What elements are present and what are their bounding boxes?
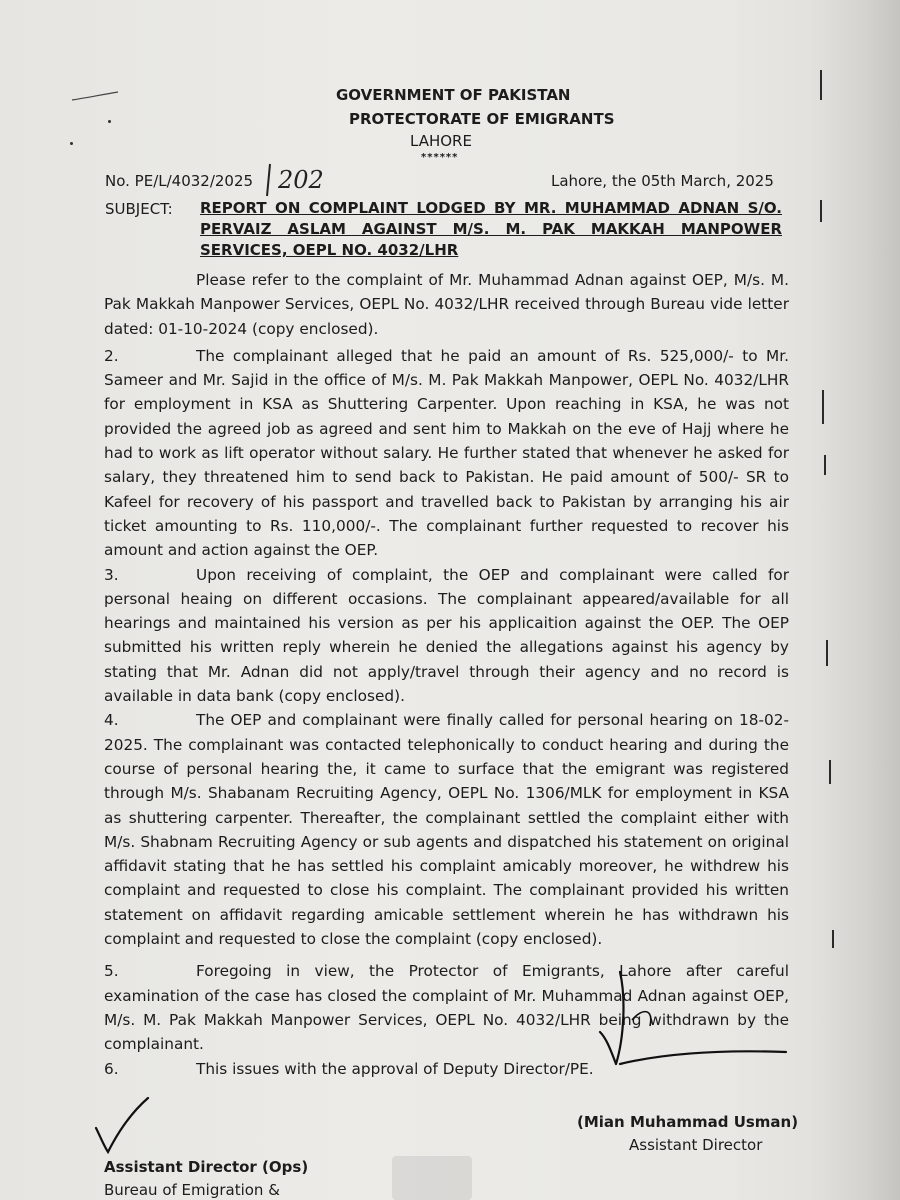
paragraph-3 [104,563,789,709]
scan-edge-shadow [810,0,900,1200]
city-heading: LAHORE [410,132,472,150]
scan-speck [108,120,111,123]
signatory-name: (Mian Muhammad Usman) [577,1113,799,1131]
paragraph-text: This issues with the approval of Deputy Director/PE. [196,1059,594,1078]
paragraph-text: The complainant alleged that he paid an amount of Rs. 525,000/- to Mr. Sameer and Mr. Sajid in the office of M/s. M. Pak Makkah Manpower, OEPL No. 4032/LHR for employment in KSA as Shuttering Carpenter. Upon reaching in KSA, he was not provided the agreed job as agreed and sent him to Makkah on the eve of Hajj where he had to work as lift operator without salary. He further stated that whenever he asked for salary, they threatened him to send back to Pakistan. He paid amount of 500/- SR to Kafeel for recovery of his passport and travelled back to Pakistan by arranging his air ticket amounting to Rs. 110,000/-. The complainant further requested to recover his amount and action against the OEP. [104,346,789,560]
paragraph-4 [104,708,789,951]
paragraph-number: 5. [104,962,119,981]
subject-text: REPORT ON COMPLAINT LODGED BY MR. MUHAMMAD ADNAN S/O. PERVAIZ ASLAM AGAINST M/S. M. PAK MAKKAH MANPOWER SERVICES, OEPL NO. 4032/LHR [200,199,782,259]
paragraph-text: Upon receiving of complaint, the OEP and complainant were called for personal heaing on different occasions. The complainant appeared/available for all hearings and maintained his version as per his applicaition against the OEP. The OEP submitted his written reply wherein he denied the allegations against his agency by stating that Mr. Adnan did not apply/travel through their agency and no record is available in data bank (copy enclosed). [104,565,789,706]
recipient-line-2: Bureau of Emigration & [104,1181,280,1199]
paragraph-number: 6. [104,1059,119,1078]
scan-artifact [826,640,828,666]
office-heading: PROTECTORATE OF EMIGRANTS [349,110,615,128]
svg-text:202: 202 [278,166,324,194]
letter-body [104,268,789,1081]
paragraph-1: Please refer to the complaint of Mr. Muhammad Adnan against OEP, M/s. M. Pak Makkah Manpower Services, OEPL No. 4032/LHR received through Bureau vide letter dated: 01-10-2024 (copy enclosed). [104,271,789,338]
recipient-line-1: Assistant Director (Ops) [104,1158,309,1176]
handwritten-signature [580,968,820,1088]
scan-artifact [820,200,822,222]
subject-label: SUBJECT: [105,200,173,218]
scan-artifact [822,390,824,424]
government-heading: GOVERNMENT OF PAKISTAN [336,86,571,104]
check-mark [88,1090,158,1160]
scan-artifact [829,760,831,784]
date-line: Lahore, the 05th March, 2025 [551,172,774,190]
signatory-title: Assistant Director [629,1136,763,1154]
scan-artifact [824,455,826,475]
handwritten-number [262,158,332,200]
paragraph-2 [104,344,789,563]
scan-artifact [832,930,834,948]
paragraph-number: 3. [104,565,119,584]
heading-stars: ****** [421,152,459,163]
paragraph-text: Foregoing in view, the Protector of Emigrants, Lahore after careful examination of the case has closed the complaint of Mr. Muhammad Adnan against OEP, M/s. M. Pak Makkah Manpower Services, OEPL No. 4032/LHR being withdrawn by the complainant. [104,962,789,1054]
scan-speck [70,142,73,145]
paragraph-number: 2. [104,346,119,365]
pen-stroke-mark [70,88,120,104]
paragraph-number: 4. [104,711,119,730]
reference-number: No. PE/L/4032/2025 [105,172,254,190]
paragraph-text: The OEP and complainant were finally called for personal hearing on 18-02-2025. The complainant was contacted telephonically to conduct hearing and during the course of personal hearing the, it came to surface that the emigrant was registered through M/s. Shabanam Recruiting Agency, OEPL No. 1306/MLK for employment in KSA as shuttering carpenter. Thereafter, the complainant settled the complaint either with M/s. Shabnam Recruiting Agency or sub agents and dispatched his statement on original affidavit stating that he has settled his complaint amicably moreover, he withdrew his complaint and requested to close his complaint. The complainant provided his written statement on affidavit regarding amicable settlement wherein he has withdrawn his complaint and requested to close the complaint (copy enclosed). [104,711,789,949]
faded-stamp [392,1156,472,1200]
